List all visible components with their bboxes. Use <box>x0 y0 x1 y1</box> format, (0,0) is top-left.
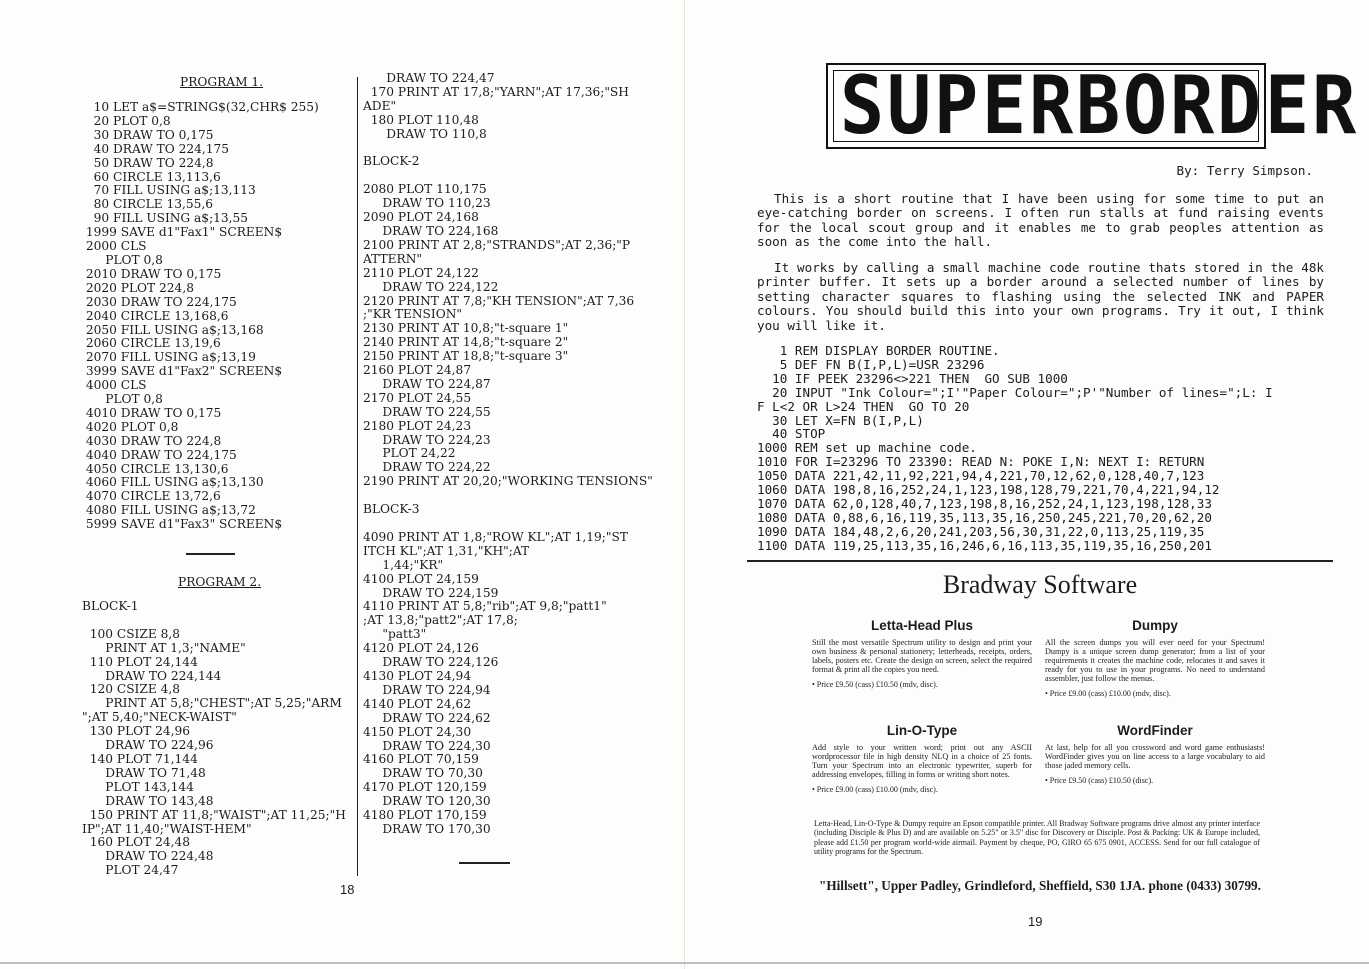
code-line: 10 IF PEEK 23296<>221 THEN GO SUB 1000 <box>757 370 1068 386</box>
code-line: 2030 DRAW TO 224,175 <box>82 294 237 309</box>
code-line: 50 DRAW TO 224,8 <box>82 155 214 170</box>
explanation-paragraph <box>757 261 1324 333</box>
logo-letter: R <box>1311 59 1356 152</box>
code-line: BLOCK-2 <box>363 154 420 169</box>
code-line: 20 PLOT 0,8 <box>82 113 171 128</box>
code-line: 1999 SAVE d1"Fax1" SCREEN$ <box>82 225 283 240</box>
code-line: DRAW TO 71,48 <box>82 765 206 780</box>
code-line: 2090 PLOT 24,168 <box>363 210 479 225</box>
product-letta-head-plus <box>812 618 1032 689</box>
paragraph-text: It works by calling a small machine code routine thats stored in the 48k printer buffer. It sets up a border around a selected number of lines by setting character squares to flashing using the selected INK and PAPER colours. You should build this into your own programs. Try it out, I think you will like it. <box>757 260 1324 333</box>
code-line: DRAW TO 224,55 <box>363 404 491 419</box>
code-line: DRAW TO 224,30 <box>363 738 491 753</box>
code-line: F L<2 OR L>24 THEN GO TO 20 <box>757 398 970 414</box>
product-dumpy <box>1045 618 1265 698</box>
code-line: 2100 PRINT AT 2,8;"STRANDS";AT 2,36;"P <box>363 237 631 252</box>
code-line: 2010 DRAW TO 0,175 <box>82 266 222 281</box>
code-line <box>363 517 653 531</box>
code-line: 2170 PLOT 24,55 <box>363 390 472 405</box>
code-line: 2060 CIRCLE 13,19,6 <box>82 336 221 351</box>
code-line: 4170 PLOT 120,159 <box>363 780 487 795</box>
logo-letter: P <box>934 59 978 152</box>
program-divider <box>186 553 235 555</box>
border-routine-listing <box>757 344 1273 553</box>
logo-letter: R <box>1170 59 1214 152</box>
code-line: 150 PRINT AT 11,8;"WAIST";AT 11,25;"H <box>82 807 346 822</box>
product-description: Add style to your written word; print out any ASCII wordprocessor file in high density NLQ in a choice of 25 fonts. Turn your Spectrum into an electronic typewriter, superb for addressing envelopes, filling in forms or writing short notes. <box>812 743 1032 779</box>
code-line <box>82 614 346 628</box>
code-line: DRAW TO 120,30 <box>363 794 491 809</box>
code-line: 2160 PLOT 24,87 <box>363 363 472 378</box>
code-line: 170 PRINT AT 17,8;"YARN";AT 17,36;"SH <box>363 84 629 99</box>
code-line: ITCH KL";AT 1,31,"KH";AT <box>363 543 530 558</box>
code-line: 30 DRAW TO 0,175 <box>82 127 214 142</box>
product-wordfinder <box>1045 723 1265 785</box>
code-line: DRAW TO 170,30 <box>363 821 491 836</box>
code-line: DRAW TO 224,47 <box>363 71 495 85</box>
code-line: 2070 FILL USING a$;13,19 <box>82 350 256 365</box>
code-line: 110 PLOT 24,144 <box>82 654 198 669</box>
code-line: 160 PLOT 24,48 <box>82 835 191 850</box>
product-price: • Price £9.00 (cass) £10.00 (mdv, disc). <box>812 784 938 794</box>
code-line: DRAW TO 224,144 <box>82 668 222 683</box>
code-line: 1010 FOR I=23296 TO 23390: READ N: POKE I,N: NEXT I: RETURN <box>757 454 1205 470</box>
code-line: 3999 SAVE d1"Fax2" SCREEN$ <box>82 364 283 379</box>
code-line: 4140 PLOT 24,62 <box>363 696 472 711</box>
product-description: All the screen dumps you will ever need for your Spectrum! Dumpy is a unique screen dump generator; from a list of your requirements it creates the machine code, relocates it and saves it ready for you to use in your programs. No need to understand assembler, just follow the menus. <box>1045 638 1265 683</box>
program2-heading: PROGRAM 2. <box>178 575 262 589</box>
code-line: DRAW TO 224,168 <box>363 223 499 238</box>
advert-terms: Letta-Head, Lin-O-Type & Dumpy require an Epson compatible printer. All Bradway Software programs drive almost any printer interface (including Disciple & Plus D) and are available on 5.25" or 3.5" disc for Discovery or Disciple. Post & Packing: UK & Europe included, please add £1.50 per program world-wide airmail. Payment by cheque, PO, GIRO 65 675 0901, ACCESS. Send for our full catalogue of utility programs for the Spectrum. <box>814 819 1260 857</box>
code-line: 40 DRAW TO 224,175 <box>82 141 230 156</box>
code-line: 4070 CIRCLE 13,72,6 <box>82 489 221 504</box>
code-line <box>363 142 653 156</box>
intro-paragraph <box>757 192 1324 250</box>
code-line: 4180 PLOT 170,159 <box>363 808 487 823</box>
code-line: 1 REM DISPLAY BORDER ROUTINE. <box>757 343 1000 358</box>
advert-title: Bradway Software <box>942 570 1138 599</box>
logo-letter: E <box>981 59 1025 152</box>
code-line: 130 PLOT 24,96 <box>82 724 191 739</box>
code-line: 4010 DRAW TO 0,175 <box>82 405 222 420</box>
code-line: 1070 DATA 62,0,128,40,7,123,198,8,16,252,24,1,123,198,128,33 <box>757 495 1212 511</box>
program2-listing <box>82 600 346 878</box>
code-line: 2190 PRINT AT 20,20;"WORKING TENSIONS" <box>363 474 653 489</box>
code-line: 1050 DATA 221,42,11,92,221,94,4,221,70,12,62,0,128,40,7,123 <box>757 468 1205 484</box>
code-line: 40 STOP <box>757 426 826 442</box>
code-line: 2050 FILL USING a$;13,168 <box>82 322 264 337</box>
code-line: ;"KR TENSION" <box>363 307 462 322</box>
product-price: • Price £9.00 (cass) £10.00 (mdv, disc). <box>1045 688 1171 698</box>
code-line: 4090 PRINT AT 1,8;"ROW KL";AT 1,19;"ST <box>363 529 628 544</box>
end-divider <box>459 862 510 864</box>
code-line: 2020 PLOT 224,8 <box>82 280 194 295</box>
product-price: • Price £9.50 (cass) £10.50 (disc). <box>1045 775 1154 785</box>
code-line: 5 DEF FN B(I,P,L)=USR 23296 <box>757 356 985 372</box>
product-name: Dumpy <box>1132 618 1178 633</box>
code-line: DRAW TO 224,23 <box>363 432 491 447</box>
column-rule <box>357 77 358 876</box>
page-number-left: 18 <box>340 882 355 897</box>
product-price: • Price £9.50 (cass) £10.50 (mdv, disc). <box>812 679 938 689</box>
page-gutter <box>684 0 685 969</box>
code-line: 4060 FILL USING a$;13,130 <box>82 475 264 490</box>
super-border-logo <box>826 59 1356 152</box>
code-line: 2040 CIRCLE 13,168,6 <box>82 308 229 323</box>
code-line: IP";AT 11,40;"WAIST-HEM" <box>82 821 252 836</box>
code-line: BLOCK-3 <box>363 502 420 517</box>
program1-heading: PROGRAM 1. <box>180 75 264 89</box>
code-line: 120 CSIZE 4,8 <box>82 682 180 697</box>
code-line: 1060 DATA 198,8,16,252,24,1,123,198,128,79,221,70,4,221,94,12 <box>757 482 1220 498</box>
logo-letter: S <box>839 59 884 152</box>
byline: By: Terry Simpson. <box>1176 163 1313 178</box>
code-line: 1080 DATA 0,88,6,16,119,35,113,35,16,250,245,221,70,20,62,20 <box>757 509 1212 525</box>
logo-letter: R <box>1028 59 1072 152</box>
product-name: Letta-Head Plus <box>870 618 974 633</box>
code-line: 4040 DRAW TO 224,175 <box>82 447 237 462</box>
code-line: PLOT 0,8 <box>82 392 163 407</box>
code-line: PLOT 0,8 <box>82 252 163 267</box>
code-line: 2000 CLS <box>82 239 147 254</box>
product-description: Still the most versatile Spectrum utility to design and print your own business & personal stationery; letterheads, receipts, orders, labels, posters etc. Create the design on screen, select the required format & print all the copies you need. <box>812 638 1032 674</box>
logo-letter: B <box>1075 59 1120 152</box>
code-line: DRAW TO 224,159 <box>363 585 499 600</box>
code-line: DRAW TO 224,22 <box>363 460 491 475</box>
code-line: 4130 PLOT 24,94 <box>363 668 472 683</box>
code-line: ATTERN" <box>363 251 422 266</box>
code-line: PLOT 143,144 <box>82 779 194 794</box>
code-line: 4030 DRAW TO 224,8 <box>82 433 222 448</box>
code-line: 4080 FILL USING a$;13,72 <box>82 503 256 518</box>
code-line: 2120 PRINT AT 7,8;"KH TENSION";AT 7,36 <box>363 293 635 308</box>
program1-listing <box>82 101 319 532</box>
code-line: 2110 PLOT 24,122 <box>363 265 479 280</box>
code-line: PRINT AT 1,3;"NAME" <box>82 640 246 655</box>
code-line: 90 FILL USING a$;13,55 <box>82 211 249 226</box>
code-line: 2080 PLOT 110,175 <box>363 182 487 197</box>
code-line: 1,44;"KR" <box>363 557 444 572</box>
code-line: 10 LET a$=STRING$(32,CHR$ 255) <box>82 100 319 114</box>
paragraph-text: This is a short routine that I have been using for some time to put an eye-catching border on screens. I often run stalls at fund raising events for the local scout group and it enables me to grab peoples attention as soon as the come into the hall. <box>757 191 1324 250</box>
code-line: "patt3" <box>363 627 427 642</box>
code-line: DRAW TO 143,48 <box>82 793 214 808</box>
code-line: 4160 PLOT 70,159 <box>363 752 479 767</box>
logo-letter: U <box>887 59 931 152</box>
code-line <box>363 169 653 183</box>
code-line: 1000 REM set up machine code. <box>757 440 977 456</box>
code-line: 140 PLOT 71,144 <box>82 751 198 766</box>
product-lin-o-type <box>812 723 1032 794</box>
code-line: 100 CSIZE 8,8 <box>82 626 180 641</box>
code-line: 60 CIRCLE 13,113,6 <box>82 169 221 184</box>
code-line: ;AT 13,8;"patt2";AT 17,8; <box>363 613 518 628</box>
code-line: BLOCK-1 <box>82 599 139 613</box>
code-line: PRINT AT 5,8;"CHEST";AT 5,25;"ARM <box>82 696 342 711</box>
code-line: 30 LET X=FN B(I,P,L) <box>757 412 924 428</box>
code-line: 1090 DATA 184,48,2,6,20,241,203,56,30,31,22,0,113,25,119,35 <box>757 523 1205 539</box>
code-line <box>363 489 653 503</box>
code-line: 20 INPUT "Ink Colour=";I'"Paper Colour=";P'"Number of lines=";L: I <box>757 384 1273 400</box>
product-description: At last, help for all you crossword and word game enthusiasts! WordFinder gives you on line access to a large vocabulary to aid those jaded memory cells. <box>1045 743 1265 770</box>
code-line: 180 PLOT 110,48 <box>363 112 479 127</box>
code-line: 4100 PLOT 24,159 <box>363 571 479 586</box>
product-name: Lin-O-Type <box>886 723 958 738</box>
code-line: 4050 CIRCLE 13,130,6 <box>82 461 229 476</box>
code-line: 2130 PRINT AT 10,8;"t-square 1" <box>363 321 569 336</box>
left-page <box>0 0 684 969</box>
program2-listing-continued <box>363 72 653 837</box>
code-line: 70 FILL USING a$;13,113 <box>82 183 256 198</box>
code-line: 4150 PLOT 24,30 <box>363 724 472 739</box>
product-name: WordFinder <box>1117 723 1193 738</box>
code-line: 4020 PLOT 0,8 <box>82 419 179 434</box>
logo-letter: E <box>1264 59 1308 152</box>
logo-letter: D <box>1217 59 1261 152</box>
scan-edge <box>0 962 1369 964</box>
logo-letter: O <box>1122 59 1167 152</box>
code-line: 2150 PRINT AT 18,8;"t-square 3" <box>363 349 569 364</box>
code-line: 1100 DATA 119,25,113,35,16,246,6,16,113,35,119,35,16,250,201 <box>757 537 1212 553</box>
code-line: DRAW TO 224,126 <box>363 655 499 670</box>
code-line: 4000 CLS <box>82 378 147 393</box>
code-line: PLOT 24,47 <box>82 863 179 878</box>
page-number-right: 19 <box>1028 914 1043 929</box>
code-line: DRAW TO 224,122 <box>363 279 499 294</box>
code-line: DRAW TO 224,87 <box>363 376 491 391</box>
code-line: DRAW TO 70,30 <box>363 766 483 781</box>
code-line: DRAW TO 110,23 <box>363 196 491 211</box>
advert-rule <box>747 560 1333 562</box>
code-line: ";AT 5,40;"NECK-WAIST" <box>82 710 237 725</box>
code-line: DRAW TO 224,96 <box>82 738 214 753</box>
code-line: 80 CIRCLE 13,55,6 <box>82 197 214 212</box>
code-line: 5999 SAVE d1"Fax3" SCREEN$ <box>82 517 283 532</box>
code-line: 4120 PLOT 24,126 <box>363 641 479 656</box>
code-line: DRAW TO 224,94 <box>363 682 491 697</box>
advert-address: "Hillsett", Upper Padley, Grindleford, Sheffield, S30 1JA. phone (0433) 30799. <box>819 878 1261 893</box>
code-line: ADE" <box>363 98 397 113</box>
code-line: DRAW TO 110,8 <box>363 126 487 141</box>
code-line: 2180 PLOT 24,23 <box>363 418 472 433</box>
code-line: DRAW TO 224,62 <box>363 710 491 725</box>
code-line: DRAW TO 224,48 <box>82 849 214 864</box>
code-line: 4110 PRINT AT 5,8;"rib";AT 9,8;"patt1" <box>363 599 607 614</box>
code-line: PLOT 24,22 <box>363 446 456 461</box>
code-line: 2140 PRINT AT 14,8;"t-square 2" <box>363 335 569 350</box>
